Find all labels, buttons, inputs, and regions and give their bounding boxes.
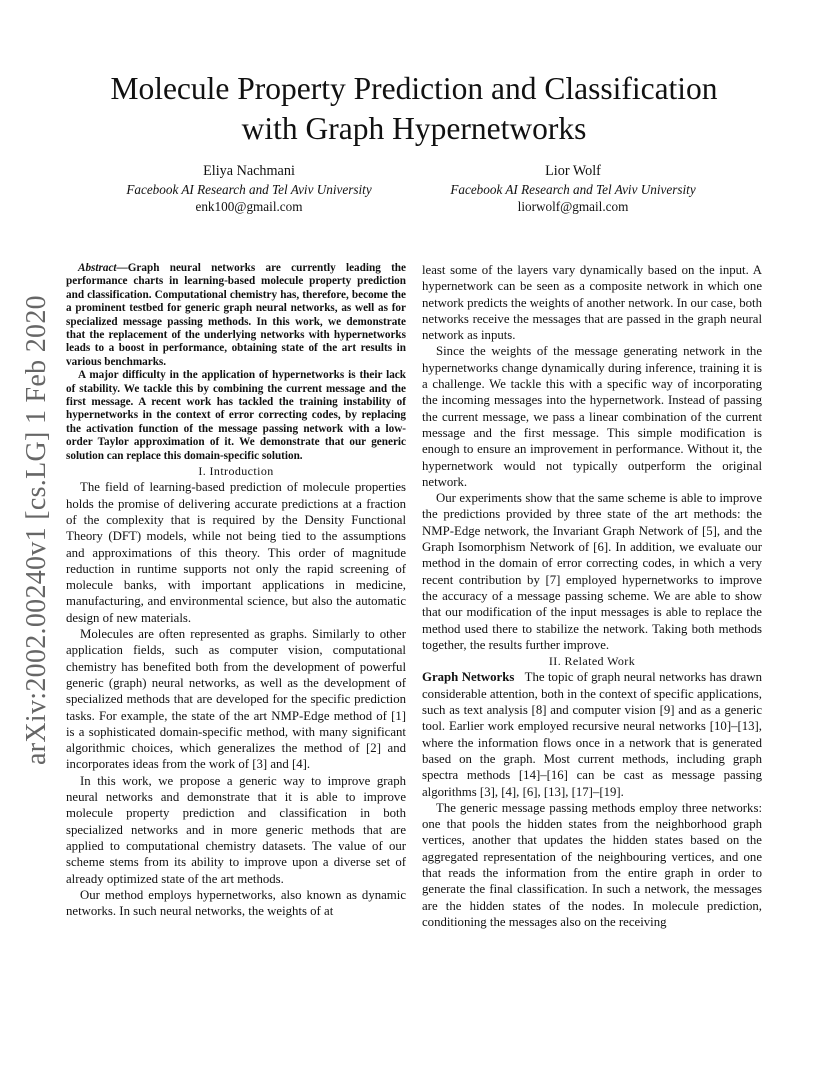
abstract-paragraph-2: A major difficulty in the application of hypernetworks is their lack of stability. We tackle this by combining the current message and the first message. A recent work has tackled the training instability of hypernetworks in the context of error correcting codes, by replacing the activation function of the message passing network with a low-order Taylor approximation of it. We demonstrate that our generic solution can replace this domain-specific solution. [66,369,406,462]
related-paragraph-2: The generic message passing methods employ three networks: one that pools the hidden states from the neighborhood graph vertices, another that updates the hidden states based on the aggregated representation of the neighbouring vertices, and one that reads the information from the entire graph in order to generate the final classification. In such a network, the messages are the hidden states of the nodes. In molecule prediction, conditioning the messages also on the receiving [422,800,762,929]
author-email: liorwolf@gmail.com [517,199,629,214]
abstract-label: Abstract [78,262,117,274]
body-paragraph: The field of learning-based prediction of molecule properties holds the promise of delivering accurate predictions at a fraction of the complexity that is required by the Density Functional Theory (DFT) models, while not being tied to the assumptions and approximations of this theory. This order of magnitude reduction in runtime supports not only the rapid screening of molecule banks, with important applications in medicine, manufacturing, and environmental science, but also the automatic design of new materials. [66,480,406,625]
author-affiliation: Facebook AI Research and Tel Aviv University [450,181,696,197]
section-heading-introduction: I. Introduction [198,464,274,479]
body-paragraph: In this work, we propose a generic way to improve graph neural networks and demonstrate that it is able to improve molecule property prediction and classification in both specialized networks and in more generic methods that are applied to computational chemistry datasets. The value of our scheme stems from its ability to improve upon a diverse set of already optimized state of the art methods. [66,773,406,886]
arxiv-id-text: arXiv:2002.00240v1 [cs.LG] 1 Feb 2020 [21,295,52,765]
author-name: Eliya Nachmani [203,163,295,179]
body-paragraph: Our experiments show that the same scheme is able to improve the predictions provided by three state of the art methods: the NMP-Edge network, the Invariant Graph Network of [5], and the Graph Isomorphism Network of [6]. In addition, we evaluate our method in the domain of error correcting codes, in which a very recent contribution by [7] employed hypernetworks to improve the accuracy of a message passing scheme. We are able to show that our modification of the input messages is able to replace the method used there to stabilize the network. Taking both methods together, the results further improve. [422,491,762,652]
author-affiliation: Facebook AI Research and Tel Aviv University [126,181,372,197]
author-name: Lior Wolf [545,163,601,179]
arxiv-side-stamp [20,295,54,765]
body-paragraph-continued: least some of the layers vary dynamically based on the input. A hypernetwork can be seen as a composite network in which one network predicts the weights of another network. In our case, both networks receive the messages that are passed in the graph neural network as inputs. [422,263,762,343]
related-paragraph-1 [422,669,762,799]
right-column [422,262,762,930]
body-paragraph: Molecules are often represented as graphs. Similarly to other application fields, such as computer vision, computational chemistry has benefited both from the development of powerful generic (graph) neural networks, as well as the development of specialized methods that are developed for the specific prediction tasks. For example, the state of the art NMP-Edge method of [1] is a sophisticated domain-specific method, with many significant algorithmic choices, which generalizes the method of [2] and incorporates ideas from the work of [3] and [4]. [66,627,406,772]
author-email: enk100@gmail.com [195,199,303,214]
title-line-2: with Graph Hypernetworks [241,111,587,146]
section-heading-related-work: II. Related Work [548,654,636,669]
abstract [66,262,406,463]
body-paragraph: Since the weights of the message generating network in the hypernetworks change dynamically during inference, training it is a challenge. We tackle this with a specific way of incorporating the incoming messages into the hypernetwork. Instead of passing the current message, we pass a linear combination of the current message and the first message. This simple modification is enough to ensure an improvement in performance. Without it, the hypernetwork would not typically outperform the original network. [422,344,762,489]
abstract-paragraph-1 [66,262,406,369]
author-block-1 [84,163,414,216]
paper-title [0,69,828,149]
run-in-heading: Graph Networks [422,670,515,685]
abstract-text-1: —Graph neural networks are currently leading the performance charts in learning-based molecule property prediction and classification. Computational chemistry has, therefore, become the a prominent testbed for generic graph neural networks, as well as for specialized message passing methods. In this work, we demonstrate that the replacement of the underlying networks with hypernetworks leads to a boost in performance, obtaining state of the art results in various benchmarks. [66,262,406,368]
title-line-1: Molecule Property Prediction and Classification [110,71,718,106]
body-paragraph: Our method employs hypernetworks, also known as dynamic networks. In such neural networks, the weights of at [66,887,406,919]
left-column [66,262,406,919]
author-block-2 [408,163,738,216]
related-text-1: The topic of graph neural networks has drawn considerable attention, both in the context of specific applications, such as text analysis [8] and computer vision [9] and as a generic tool. Earlier work employed recursive neural networks [10]–[13], where the information flows once in a network that is generated based on the graph. Most current methods, including graph spectra methods [14]–[16] can be cast as message passing algorithms [3], [4], [6], [13], [17]–[19]. [422,670,762,799]
